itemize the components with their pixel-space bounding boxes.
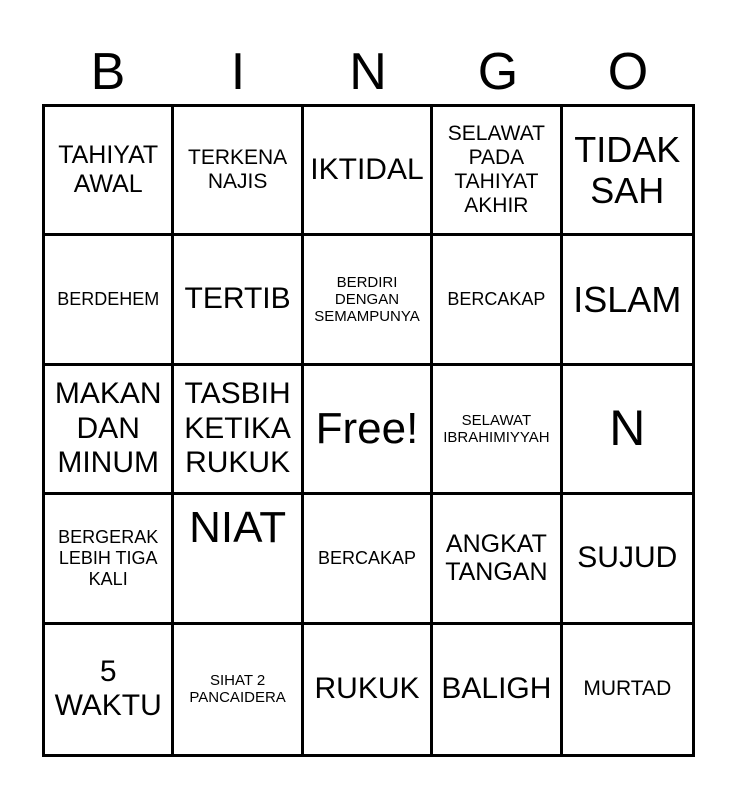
cell-text: BALIGH bbox=[441, 672, 552, 706]
cell-text: NIAT bbox=[189, 503, 287, 553]
bingo-cell[interactable] bbox=[45, 366, 174, 495]
bingo-cell[interactable] bbox=[433, 366, 562, 495]
bingo-cell[interactable] bbox=[563, 107, 692, 236]
bingo-cell[interactable] bbox=[433, 107, 562, 236]
cell-text: ISLAM bbox=[573, 278, 682, 320]
bingo-cell[interactable] bbox=[304, 107, 433, 236]
bingo-cell[interactable] bbox=[563, 236, 692, 365]
cell-text: N bbox=[609, 400, 646, 457]
cell-text: TIDAK SAH bbox=[574, 128, 681, 212]
cell-text: BERDEHEM bbox=[57, 289, 160, 310]
free-space-text: Free! bbox=[315, 403, 419, 453]
cell-text: BERGERAK LEBIH TIGA KALI bbox=[58, 527, 159, 589]
header-letter-b: B bbox=[90, 43, 126, 101]
free-space-cell[interactable] bbox=[304, 366, 433, 495]
bingo-cell[interactable] bbox=[174, 495, 303, 624]
cell-text: BERCAKAP bbox=[317, 548, 417, 569]
cell-text: RUKUK bbox=[314, 672, 420, 706]
header-letter-g: G bbox=[477, 43, 519, 101]
bingo-header bbox=[43, 42, 693, 102]
cell-text: 5 WAKTU bbox=[54, 654, 162, 723]
bingo-cell[interactable] bbox=[174, 366, 303, 495]
bingo-cell[interactable] bbox=[433, 625, 562, 754]
bingo-cell[interactable] bbox=[433, 495, 562, 624]
bingo-cell[interactable] bbox=[45, 236, 174, 365]
cell-text: TASBIH KETIKA RUKUK bbox=[184, 377, 291, 480]
bingo-cell[interactable] bbox=[563, 366, 692, 495]
cell-text: SIHAT 2 PANCAIDERA bbox=[189, 672, 286, 707]
header-letter-o: O bbox=[607, 43, 649, 101]
cell-text: IKTIDAL bbox=[310, 152, 424, 186]
bingo-board bbox=[42, 104, 695, 757]
bingo-cell[interactable] bbox=[174, 236, 303, 365]
bingo-cell[interactable] bbox=[304, 495, 433, 624]
bingo-cell[interactable] bbox=[304, 236, 433, 365]
header-letter-i: I bbox=[230, 43, 246, 101]
cell-text: TERKENA NAJIS bbox=[188, 146, 288, 194]
cell-text: SUJUD bbox=[577, 541, 678, 575]
bingo-cell[interactable] bbox=[563, 625, 692, 754]
cell-text: ANGKAT TANGAN bbox=[445, 529, 548, 587]
bingo-cell[interactable] bbox=[563, 495, 692, 624]
bingo-cell[interactable] bbox=[45, 495, 174, 624]
bingo-cell[interactable] bbox=[304, 625, 433, 754]
cell-text: TAHIYAT AWAL bbox=[58, 141, 159, 199]
bingo-cell[interactable] bbox=[45, 107, 174, 236]
cell-text: BERCAKAP bbox=[447, 289, 546, 310]
bingo-cell[interactable] bbox=[174, 625, 303, 754]
bingo-cell[interactable] bbox=[433, 236, 562, 365]
cell-text: SELAWAT IBRAHIMIYYAH bbox=[443, 411, 550, 446]
cell-text: MURTAD bbox=[583, 677, 672, 701]
bingo-cell[interactable] bbox=[174, 107, 303, 236]
cell-text: MAKAN DAN MINUM bbox=[54, 377, 162, 480]
cell-text: BERDIRI DENGAN SEMAMPUNYA bbox=[314, 273, 420, 326]
cell-text: SELAWAT PADA TAHIYAT AKHIR bbox=[447, 121, 546, 218]
bingo-cell[interactable] bbox=[45, 625, 174, 754]
cell-text: TERTIB bbox=[184, 282, 291, 316]
header-letter-n: N bbox=[349, 43, 387, 101]
